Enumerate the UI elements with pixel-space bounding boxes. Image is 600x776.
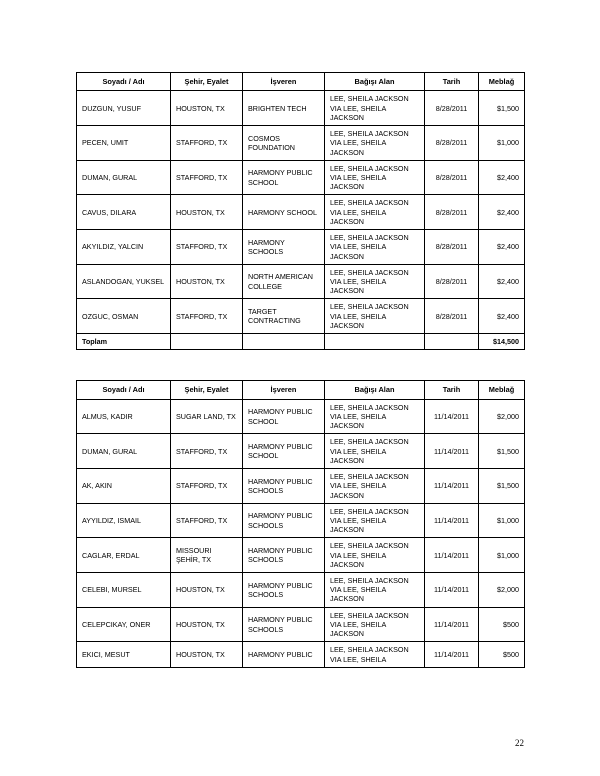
table-row — [77, 434, 525, 469]
cell-name: OZGUC, OSMAN — [77, 299, 171, 334]
cell-city: HOUSTON, TX — [171, 573, 243, 608]
table-row — [77, 503, 525, 538]
cell-employer: HARMONY PUBLIC SCHOOLS — [243, 607, 325, 642]
cell-date: 8/28/2011 — [425, 264, 479, 299]
cell-city: SUGAR LAND, TX — [171, 399, 243, 434]
cell-employer: BRIGHTEN TECH — [243, 91, 325, 126]
cell-employer: HARMONY PUBLIC SCHOOL — [243, 160, 325, 195]
cell-recipient: LEE, SHEILA JACKSON VIA LEE, SHEILA JACKSON — [325, 538, 425, 573]
column-header-employer: İşveren — [243, 73, 325, 91]
table-row — [77, 573, 525, 608]
column-header-recipient: Bağışı Alan — [325, 73, 425, 91]
cell-amount: $2,000 — [479, 399, 525, 434]
cell-amount: $2,400 — [479, 160, 525, 195]
total-amount: $14,500 — [479, 334, 525, 350]
table-row — [77, 230, 525, 265]
cell-date: 11/14/2011 — [425, 503, 479, 538]
table-row — [77, 195, 525, 230]
cell-city: STAFFORD, TX — [171, 434, 243, 469]
table-row — [77, 91, 525, 126]
column-header-amount: Meblağ — [479, 73, 525, 91]
table-row — [77, 126, 525, 161]
table-total-row — [77, 334, 525, 350]
total-blank-city — [171, 334, 243, 350]
cell-employer: COSMOS FOUNDATION — [243, 126, 325, 161]
cell-recipient: LEE, SHEILA JACKSON VIA LEE, SHEILA JACKSON — [325, 264, 425, 299]
total-blank-recipient — [325, 334, 425, 350]
cell-date: 11/14/2011 — [425, 469, 479, 504]
column-header-employer: İşveren — [243, 381, 325, 399]
cell-date: 11/14/2011 — [425, 434, 479, 469]
cell-name: DUMAN, GURAL — [77, 434, 171, 469]
table-header-row — [77, 73, 525, 91]
table-row — [77, 299, 525, 334]
cell-recipient: LEE, SHEILA JACKSON VIA LEE, SHEILA — [325, 642, 425, 667]
table-row — [77, 264, 525, 299]
cell-employer: HARMONY SCHOOLS — [243, 230, 325, 265]
cell-amount: $1,000 — [479, 538, 525, 573]
table-header-row — [77, 381, 525, 399]
cell-name: CAVUS, DILARA — [77, 195, 171, 230]
column-header-date: Tarih — [425, 73, 479, 91]
cell-name: EKICI, MESUT — [77, 642, 171, 667]
cell-amount: $1,500 — [479, 469, 525, 504]
cell-employer: HARMONY PUBLIC SCHOOLS — [243, 573, 325, 608]
page-number: 22 — [515, 738, 524, 748]
cell-date: 8/28/2011 — [425, 126, 479, 161]
cell-city: HOUSTON, TX — [171, 642, 243, 667]
cell-city: STAFFORD, TX — [171, 126, 243, 161]
table-body — [77, 399, 525, 667]
cell-recipient: LEE, SHEILA JACKSON VIA LEE, SHEILA JACKSON — [325, 91, 425, 126]
cell-name: DUZGUN, YUSUF — [77, 91, 171, 126]
cell-employer: HARMONY PUBLIC SCHOOLS — [243, 538, 325, 573]
cell-recipient: LEE, SHEILA JACKSON VIA LEE, SHEILA JACKSON — [325, 607, 425, 642]
cell-name: CAGLAR, ERDAL — [77, 538, 171, 573]
table-header — [77, 381, 525, 399]
cell-employer: HARMONY PUBLIC SCHOOL — [243, 399, 325, 434]
cell-recipient: LEE, SHEILA JACKSON VIA LEE, SHEILA JACKSON — [325, 230, 425, 265]
cell-recipient: LEE, SHEILA JACKSON VIA LEE, SHEILA JACKSON — [325, 469, 425, 504]
cell-amount: $1,000 — [479, 126, 525, 161]
table-body — [77, 91, 525, 350]
total-blank-employer — [243, 334, 325, 350]
cell-amount: $1,500 — [479, 91, 525, 126]
cell-amount: $2,400 — [479, 195, 525, 230]
cell-city: STAFFORD, TX — [171, 160, 243, 195]
cell-recipient: LEE, SHEILA JACKSON VIA LEE, SHEILA JACKSON — [325, 573, 425, 608]
cell-city: STAFFORD, TX — [171, 299, 243, 334]
cell-employer: TARGET CONTRACTING — [243, 299, 325, 334]
column-header-city: Şehir, Eyalet — [171, 381, 243, 399]
cell-date: 11/14/2011 — [425, 607, 479, 642]
cell-employer: NORTH AMERICAN COLLEGE — [243, 264, 325, 299]
cell-city: STAFFORD, TX — [171, 503, 243, 538]
cell-name: ALMUS, KADIR — [77, 399, 171, 434]
cell-date: 11/14/2011 — [425, 642, 479, 667]
column-header-name: Soyadı / Adı — [77, 73, 171, 91]
cell-employer: HARMONY PUBLIC SCHOOLS — [243, 503, 325, 538]
column-header-date: Tarih — [425, 381, 479, 399]
table-row — [77, 399, 525, 434]
table-header — [77, 73, 525, 91]
cell-city: STAFFORD, TX — [171, 230, 243, 265]
cell-employer: HARMONY PUBLIC — [243, 642, 325, 667]
cell-name: PECEN, UMIT — [77, 126, 171, 161]
total-blank-date — [425, 334, 479, 350]
cell-date: 8/28/2011 — [425, 160, 479, 195]
cell-city: HOUSTON, TX — [171, 264, 243, 299]
cell-employer: HARMONY PUBLIC SCHOOLS — [243, 469, 325, 504]
cell-recipient: LEE, SHEILA JACKSON VIA LEE, SHEILA JACKSON — [325, 195, 425, 230]
cell-amount: $500 — [479, 607, 525, 642]
cell-name: DUMAN, GURAL — [77, 160, 171, 195]
cell-employer: HARMONY PUBLIC SCHOOL — [243, 434, 325, 469]
donations-table-1 — [76, 72, 525, 350]
cell-amount: $1,000 — [479, 503, 525, 538]
cell-date: 11/14/2011 — [425, 399, 479, 434]
cell-date: 8/28/2011 — [425, 195, 479, 230]
table-row — [77, 538, 525, 573]
cell-recipient: LEE, SHEILA JACKSON VIA LEE, SHEILA JACKSON — [325, 160, 425, 195]
donations-table-2 — [76, 380, 525, 668]
table-row — [77, 642, 525, 667]
cell-amount: $2,000 — [479, 573, 525, 608]
table-row — [77, 469, 525, 504]
cell-recipient: LEE, SHEILA JACKSON VIA LEE, SHEILA JACKSON — [325, 503, 425, 538]
cell-date: 8/28/2011 — [425, 299, 479, 334]
cell-name: CELEBI, MURSEL — [77, 573, 171, 608]
cell-name: CELEPCIKAY, ONER — [77, 607, 171, 642]
cell-city: MISSOURI ŞEHİR, TX — [171, 538, 243, 573]
cell-recipient: LEE, SHEILA JACKSON VIA LEE, SHEILA JACKSON — [325, 399, 425, 434]
cell-name: AKYILDIZ, YALCIN — [77, 230, 171, 265]
column-header-name: Soyadı / Adı — [77, 381, 171, 399]
cell-amount: $2,400 — [479, 264, 525, 299]
column-header-amount: Meblağ — [479, 381, 525, 399]
cell-date: 8/28/2011 — [425, 230, 479, 265]
cell-city: STAFFORD, TX — [171, 469, 243, 504]
cell-city: HOUSTON, TX — [171, 91, 243, 126]
cell-city: HOUSTON, TX — [171, 607, 243, 642]
table-row — [77, 160, 525, 195]
cell-employer: HARMONY SCHOOL — [243, 195, 325, 230]
column-header-city: Şehir, Eyalet — [171, 73, 243, 91]
total-label: Toplam — [77, 334, 171, 350]
cell-city: HOUSTON, TX — [171, 195, 243, 230]
table-row — [77, 607, 525, 642]
cell-name: ASLANDOGAN, YUKSEL — [77, 264, 171, 299]
table-spacer — [76, 350, 524, 380]
cell-amount: $2,400 — [479, 299, 525, 334]
cell-recipient: LEE, SHEILA JACKSON VIA LEE, SHEILA JACKSON — [325, 126, 425, 161]
column-header-recipient: Bağışı Alan — [325, 381, 425, 399]
cell-name: AK, AKIN — [77, 469, 171, 504]
cell-date: 8/28/2011 — [425, 91, 479, 126]
cell-name: AYYILDIZ, ISMAIL — [77, 503, 171, 538]
cell-date: 11/14/2011 — [425, 573, 479, 608]
cell-date: 11/14/2011 — [425, 538, 479, 573]
cell-recipient: LEE, SHEILA JACKSON VIA LEE, SHEILA JACKSON — [325, 299, 425, 334]
cell-amount: $2,400 — [479, 230, 525, 265]
cell-recipient: LEE, SHEILA JACKSON VIA LEE, SHEILA JACKSON — [325, 434, 425, 469]
cell-amount: $1,500 — [479, 434, 525, 469]
cell-amount: $500 — [479, 642, 525, 667]
